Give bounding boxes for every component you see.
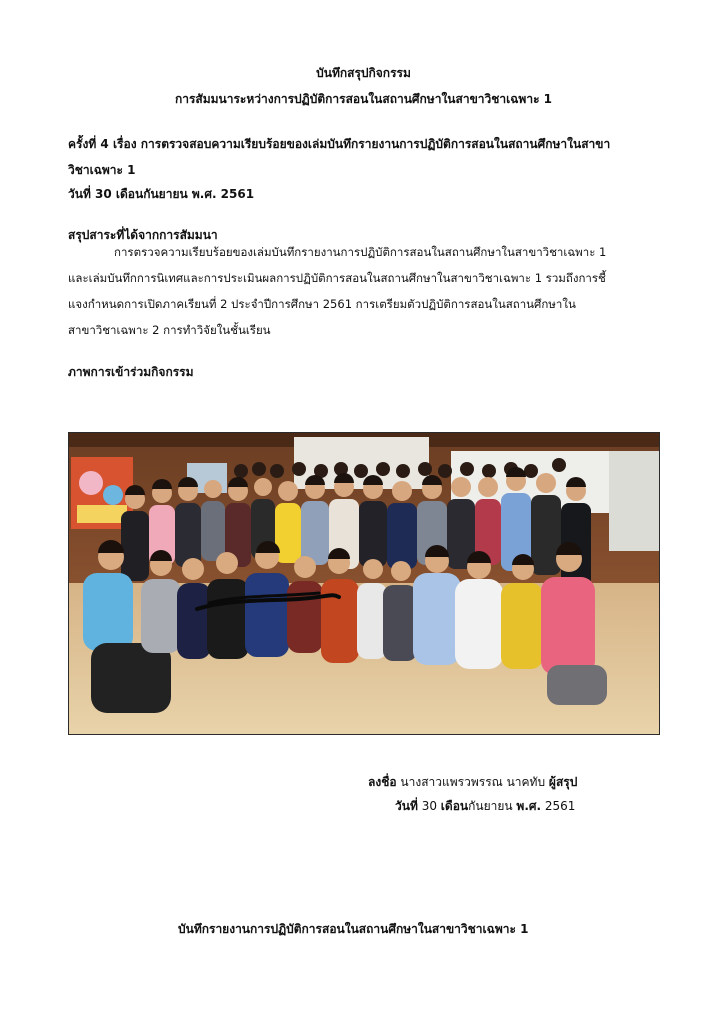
sign-label: ลงชื่อ [368, 775, 397, 789]
date-month-label: เดือน [440, 799, 469, 813]
signer-role: ผู้สรุป [548, 775, 578, 789]
date-day: 30 [421, 799, 437, 813]
document-subtitle: การสัมมนาระหว่างการปฏิบัติการสอนในสถานศึกษาในสาขาวิชาเฉพาะ 1 [174, 92, 553, 106]
date-month: กันยายน [468, 799, 513, 813]
summary-heading: สรุปสาระที่ได้จากการสัมมนา [68, 228, 218, 242]
signature-date [395, 797, 575, 816]
photos-heading: ภาพการเข้าร่วมกิจกรรม [68, 365, 194, 379]
session-date: วันที่ 30 เดือนกันยายน พ.ศ. 2561 [68, 187, 255, 201]
group-photo [68, 432, 660, 735]
page-footer: บันทึกรายงานการปฏิบัติการสอนในสถานศึกษาในสาขาวิชาเฉพาะ 1 [178, 922, 529, 936]
date-year-label: พ.ศ. [516, 799, 542, 813]
signer-name: นางสาวแพรวพรรณ นาคทับ [400, 775, 546, 789]
summary-line: สาขาวิชาเฉพาะ 2 การทำวิจัยในชั้นเรียน [68, 323, 271, 337]
date-day-label: วันที่ [395, 799, 418, 813]
summary-line: แจงกำหนดการเปิดภาคเรียนที่ 2 ประจำปีการศึกษา 2561 การเตรียมตัวปฏิบัติการสอนในสถานศึกษาใน [68, 297, 576, 311]
session-line-2: วิชาเฉพาะ 1 [68, 163, 136, 177]
summary-line: การตรวจความเรียบร้อยของเล่มบันทึกรายงานการปฏิบัติการสอนในสถานศึกษาในสาขาวิชาเฉพาะ 1 [114, 245, 607, 259]
signature-line [368, 773, 577, 792]
document-title: บันทึกสรุปกิจกรรม [316, 66, 411, 80]
group-photo-illustration [69, 433, 660, 735]
session-line-1: ครั้งที่ 4 เรื่อง การตรวจสอบความเรียบร้อยของเล่มบันทึกรายงานการปฏิบัติการสอนในสถานศึกษาในสาขา [68, 137, 611, 151]
date-year: 2561 [544, 799, 576, 813]
summary-line: และเล่มบันทึกการนิเทศและการประเมินผลการปฏิบัติการสอนในสถานศึกษาในสาขาวิชาเฉพาะ 1 รวมถึงการชี้ [68, 271, 606, 285]
